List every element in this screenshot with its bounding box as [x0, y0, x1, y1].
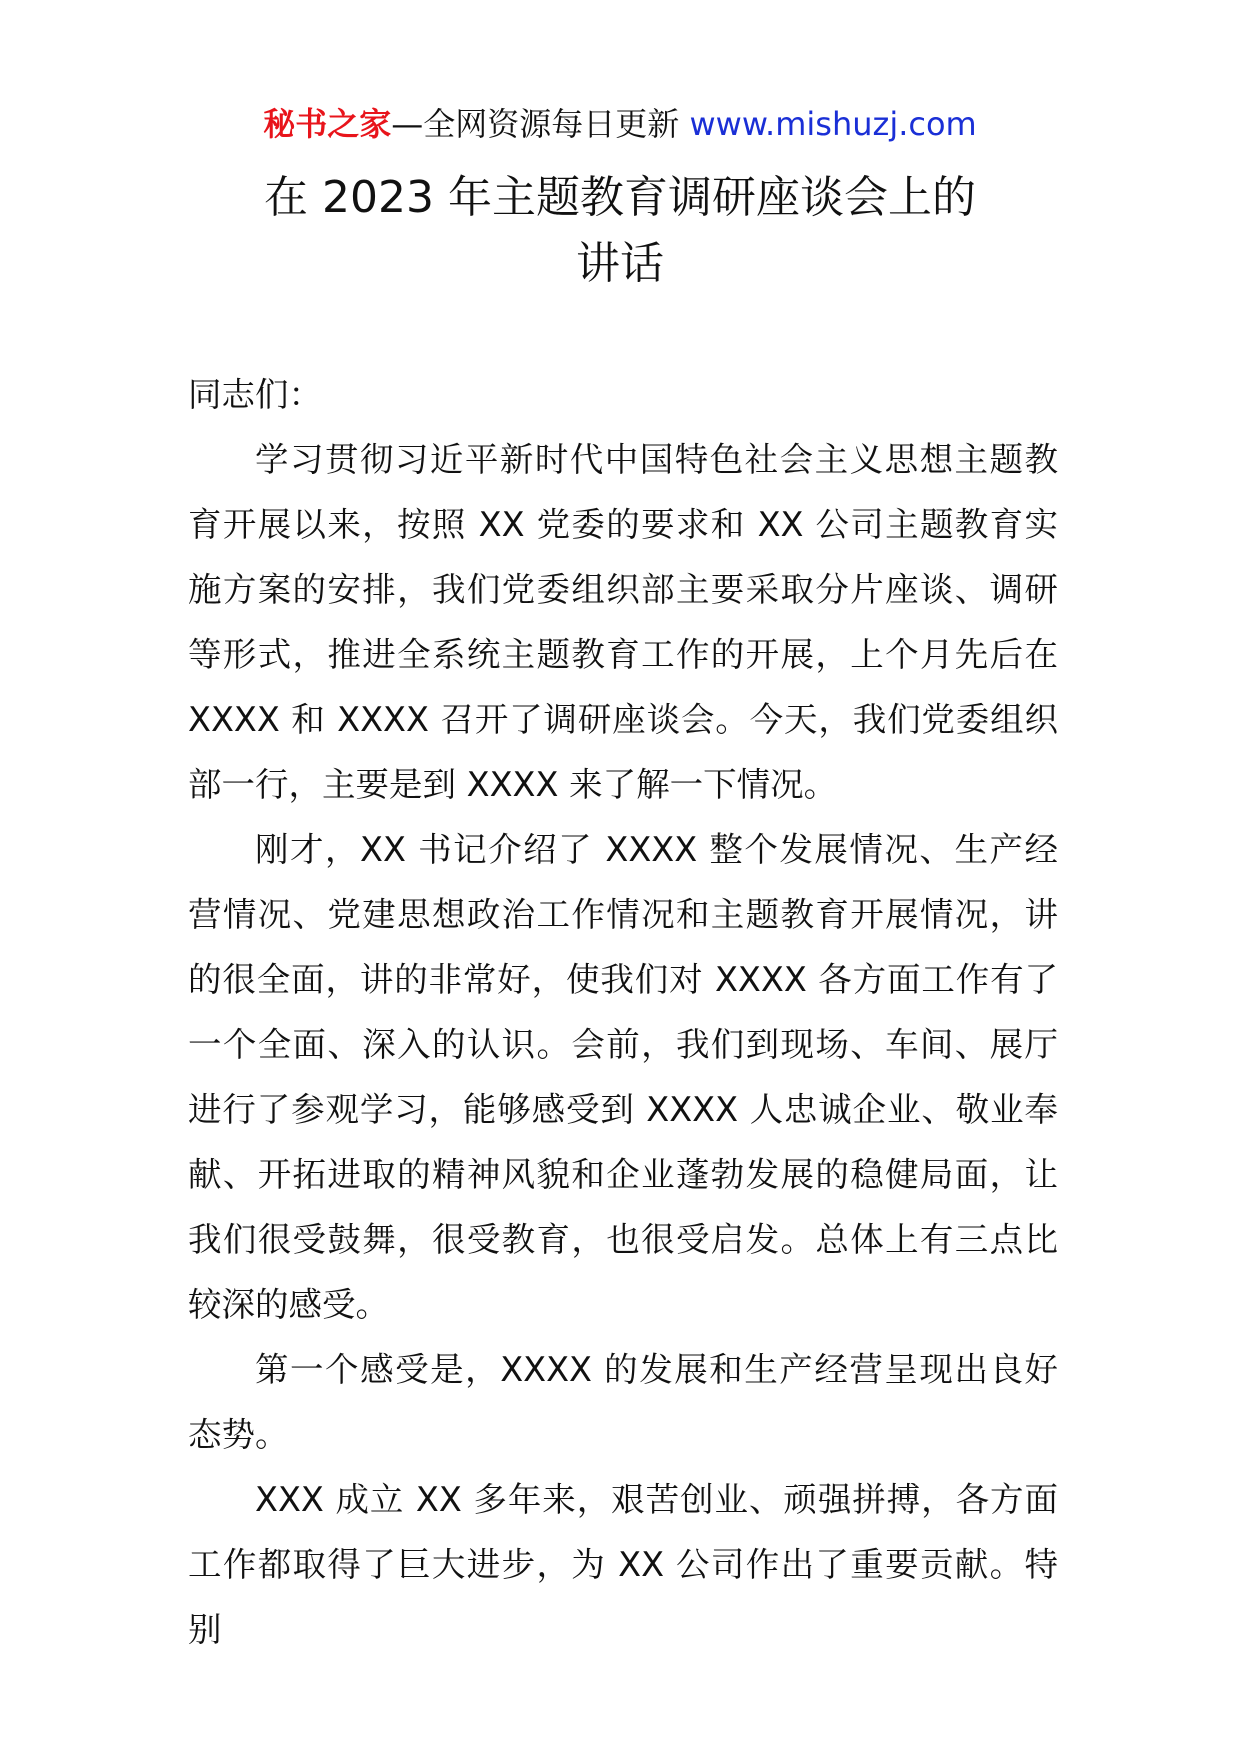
document-body	[188, 362, 1058, 1662]
site-tagline: —全网资源每日更新	[391, 105, 680, 143]
brand-name: 秘书之家	[263, 105, 392, 143]
paragraph: 第一个感受是，XXXX 的发展和生产经营呈现出良好态势。	[188, 1350, 1058, 1454]
document-title	[190, 165, 1050, 297]
site-url-link[interactable]: www.mishuzj.com	[689, 105, 977, 143]
paragraph: XXX 成立 XX 多年来，艰苦创业、顽强拼搏，各方面工作都取得了巨大进步，为 XX 公司作出了重要贡献。特别	[188, 1480, 1058, 1649]
salutation: 同志们：	[188, 375, 322, 414]
title-line-1: 在 2023 年主题教育调研座谈会上的	[264, 172, 976, 223]
site-header	[0, 104, 1240, 144]
paragraph: 刚才，XX 书记介绍了 XXXX 整个发展情况、生产经营情况、党建思想政治工作情况和主题教育开展情况，讲的很全面，讲的非常好，使我们对 XXXX 各方面工作有了一个全面、深入的认识。会前，我们到现场、车间、展厅进行了参观学习，能够感受到 XXXX 人忠诚企业、敬业奉献、开拓进取的精神风貌和企业蓬勃发展的稳健局面，让我们很受鼓舞，很受教育，也很受启发。总体上有三点比较深的感受。	[188, 830, 1058, 1324]
paragraph: 学习贯彻习近平新时代中国特色社会主义思想主题教育开展以来，按照 XX 党委的要求和 XX 公司主题教育实施方案的安排，我们党委组织部主要采取分片座谈、调研等形式，推进全系统主题教育工作的开展，上个月先后在 XXXX 和 XXXX 召开了调研座谈会。今天，我们党委组织部一行，主要是到 XXXX 来了解一下情况。	[188, 440, 1058, 804]
title-line-2: 讲话	[576, 238, 664, 289]
